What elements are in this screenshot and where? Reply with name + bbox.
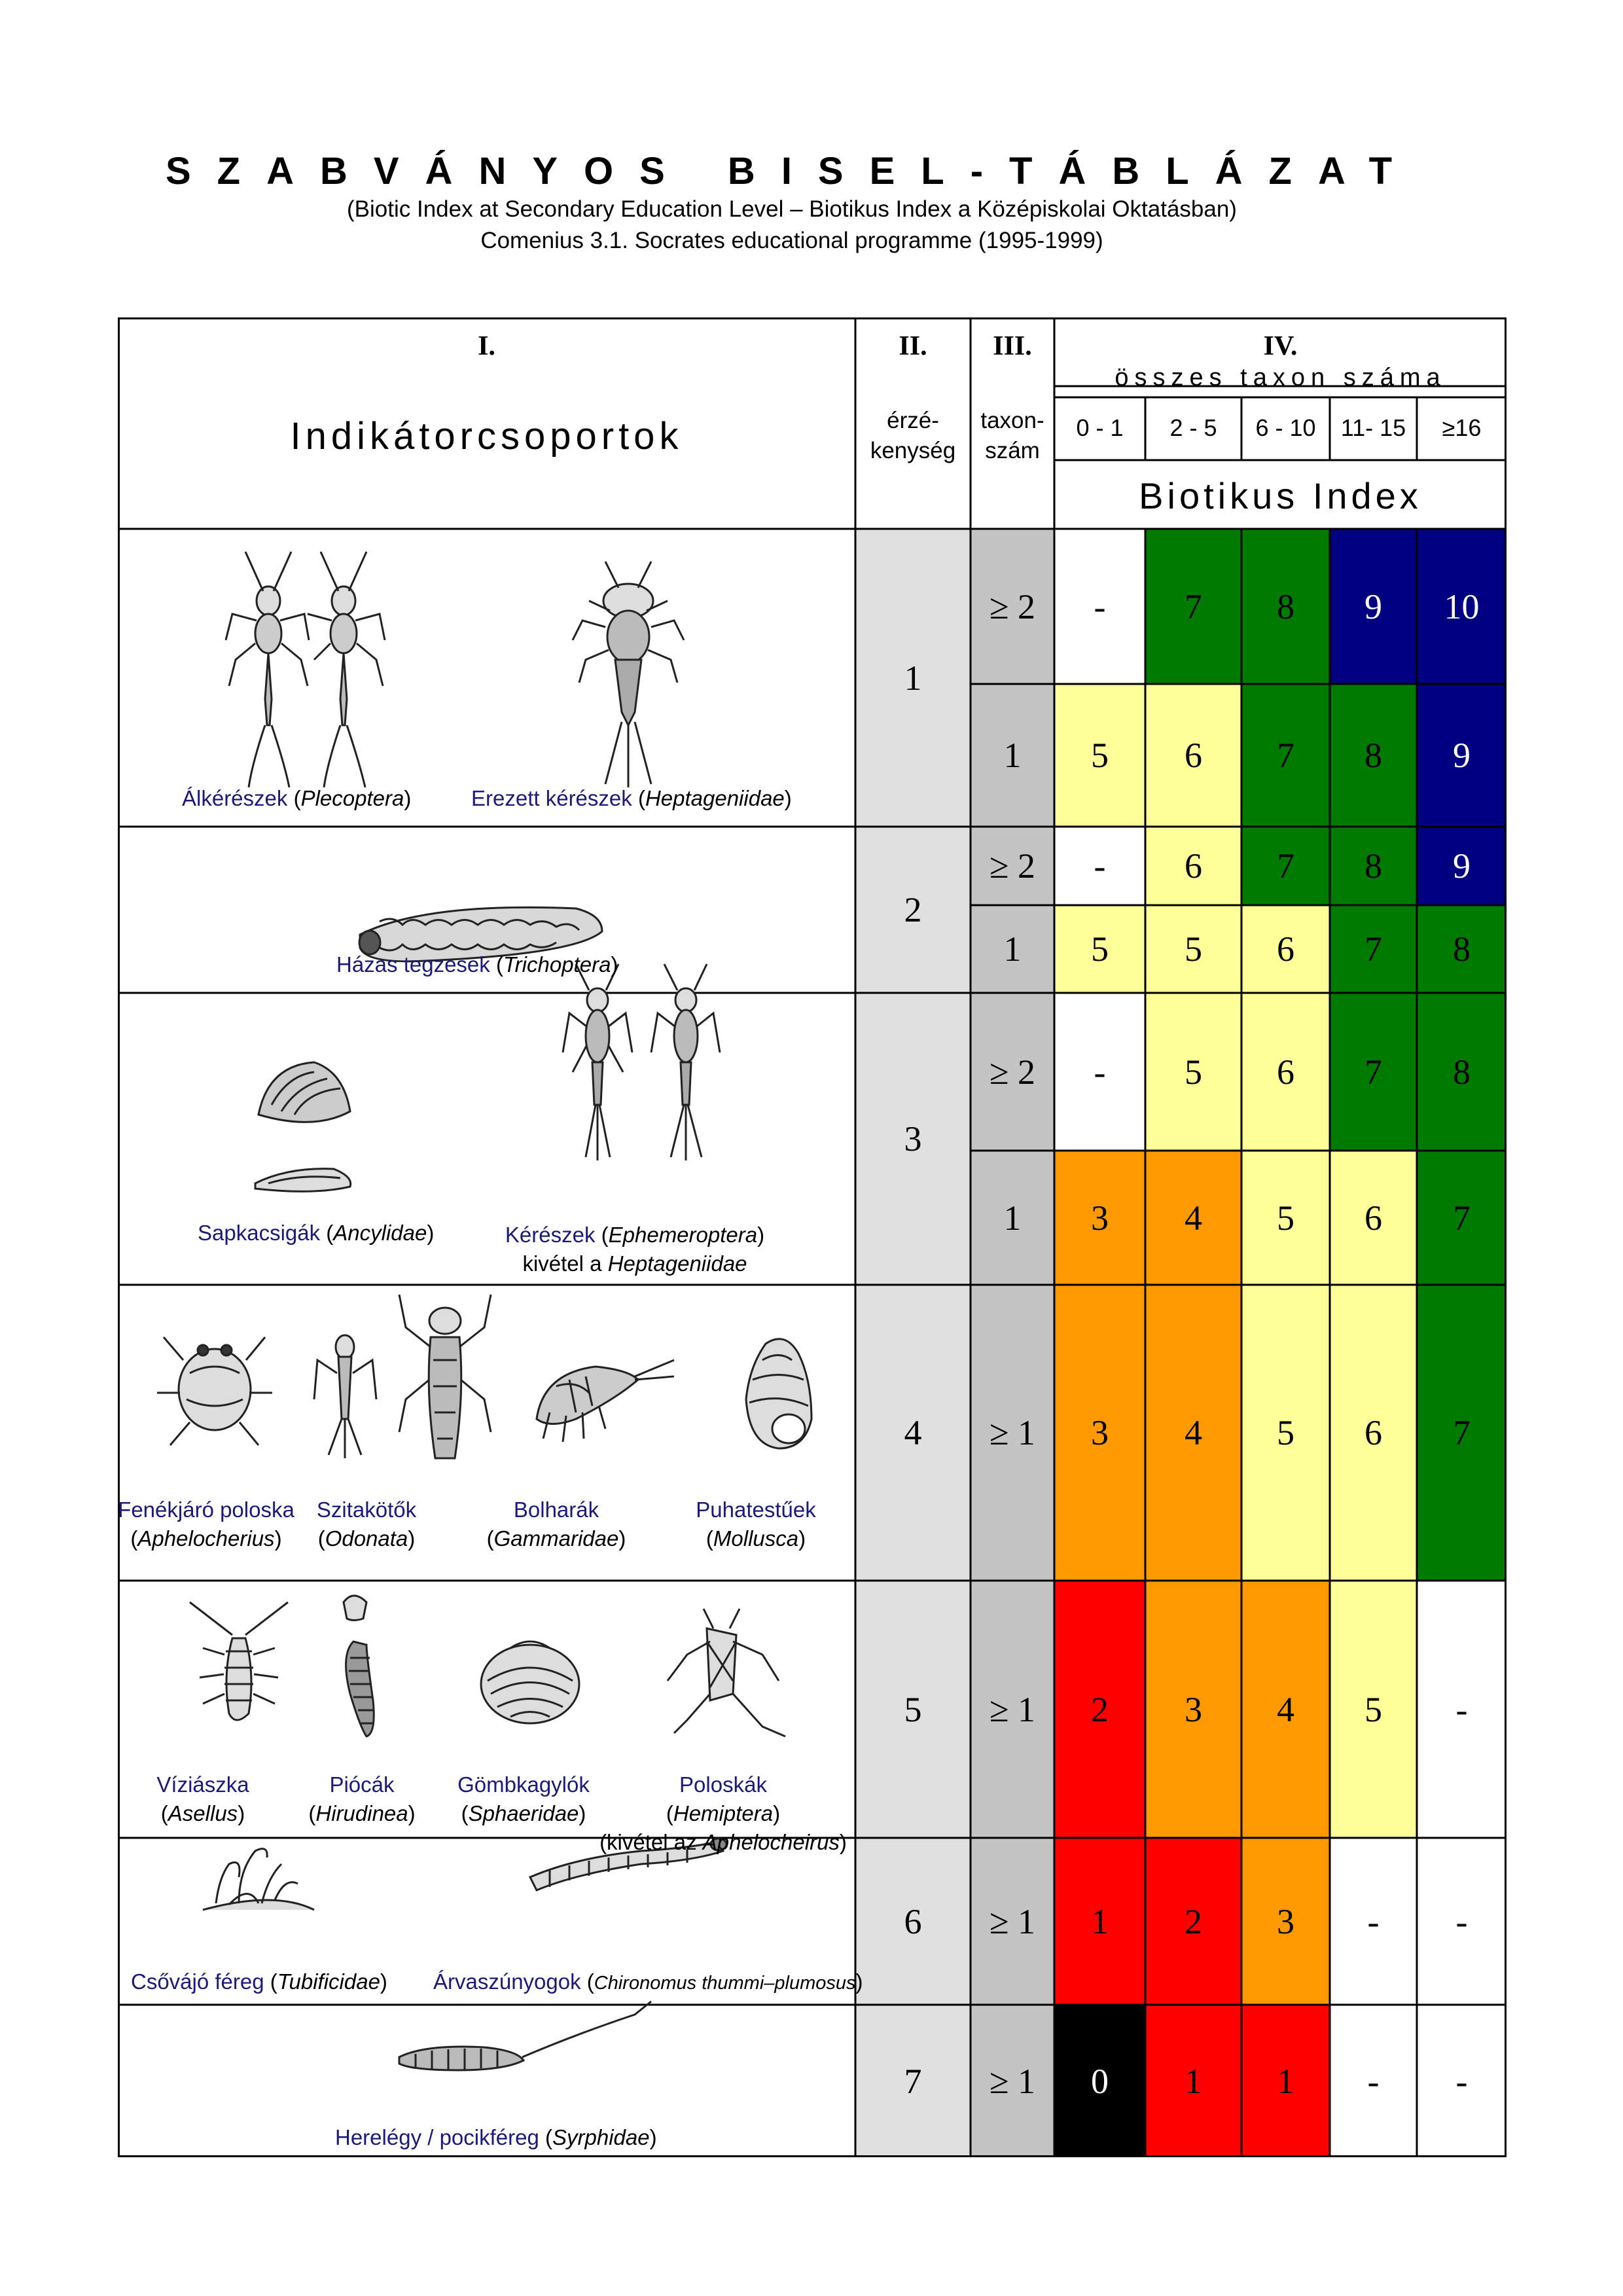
common-name: Fenékjáró poloska bbox=[118, 1498, 294, 1522]
biotic-index-label: Biotikus Index bbox=[1139, 475, 1422, 516]
biotic-index-value: 1 bbox=[1185, 2061, 1202, 2101]
biotic-index-value: 7 bbox=[1185, 586, 1202, 626]
latin-name: Syrphidae bbox=[552, 2125, 650, 2149]
sensitivity-value: 6 bbox=[904, 1901, 922, 1941]
taxon-count: 1 bbox=[1003, 1198, 1022, 1238]
biotic-index-value: 2 bbox=[1091, 1689, 1109, 1729]
sensitivity-value: 3 bbox=[904, 1119, 922, 1158]
exception-note: (kivétel az bbox=[599, 1830, 703, 1854]
common-name: Bolharák bbox=[513, 1498, 599, 1522]
common-name: Erezett kérészek bbox=[471, 786, 632, 810]
biotic-index-value: 3 bbox=[1277, 1901, 1294, 1941]
biotic-index-value: 1 bbox=[1277, 2061, 1294, 2101]
sensitivity-value: 1 bbox=[904, 658, 922, 698]
caption-hemiptera: Poloskák (Hemiptera) (kivétel az Aphelocheirus) bbox=[592, 1770, 854, 1857]
biotic-index-value: 8 bbox=[1277, 586, 1294, 626]
common-name: Herelégy / pocikféreg bbox=[335, 2125, 539, 2149]
biotic-index-value: 6 bbox=[1185, 846, 1202, 886]
biotic-index-value: 7 bbox=[1277, 846, 1294, 886]
biotic-index-value: 3 bbox=[1091, 1413, 1109, 1452]
caption-ancylidae: Sapkacsigák (Ancylidae) bbox=[198, 1221, 435, 1245]
snail-illustration bbox=[746, 1339, 812, 1448]
biotic-index-value: 5 bbox=[1364, 1689, 1382, 1729]
biotic-index-value: 5 bbox=[1277, 1198, 1294, 1238]
taxon-count: ≥ 1 bbox=[989, 1413, 1036, 1452]
col2-label-line2: kenység bbox=[870, 438, 956, 463]
col4-number: IV. bbox=[1263, 331, 1298, 361]
biotic-index-value: - bbox=[1367, 1901, 1380, 1941]
common-name: Víziászka bbox=[156, 1772, 249, 1797]
range-label: 11- 15 bbox=[1340, 414, 1406, 441]
common-name: Csővájó féreg bbox=[131, 1969, 264, 1994]
caption-gammaridae: Bolharák (Gammaridae) bbox=[484, 1496, 628, 1553]
biotic-index-value: 6 bbox=[1277, 929, 1294, 969]
biotic-index-value: 5 bbox=[1091, 929, 1109, 969]
sensitivity-value: 2 bbox=[904, 890, 922, 929]
latin-name: Chironomus thummi–plumosus bbox=[594, 1973, 856, 1994]
dragonfly-larva-illustration bbox=[314, 1295, 491, 1458]
range-label: 2 - 5 bbox=[1169, 414, 1217, 441]
biotic-index-value: 7 bbox=[1453, 1198, 1471, 1238]
latin-name: Hirudinea bbox=[315, 1801, 408, 1825]
taxon-count: ≥ 1 bbox=[989, 2061, 1036, 2101]
biotic-index-value: 9 bbox=[1364, 586, 1382, 626]
latin-name: Mollusca bbox=[713, 1526, 799, 1551]
heptageniid-mayfly-illustration bbox=[573, 562, 684, 787]
col2-label-line1: érzé- bbox=[887, 408, 939, 433]
sensitivity-value: 7 bbox=[904, 2061, 922, 2101]
latin-name: Hemiptera bbox=[673, 1801, 774, 1825]
common-name: Álkérészek bbox=[182, 786, 288, 810]
taxon-count: ≥ 2 bbox=[989, 846, 1036, 886]
caption-hirudinea: Piócák (Hirudinea) bbox=[303, 1770, 421, 1828]
latin-name: Gammaridae bbox=[493, 1526, 619, 1551]
caption-plecoptera: Álkérészek (Plecoptera) bbox=[182, 786, 412, 810]
biotic-index-value: 9 bbox=[1453, 736, 1471, 775]
biotic-index-value: 7 bbox=[1277, 736, 1294, 775]
exception-note: kivétel a bbox=[522, 1251, 608, 1276]
taxon-count: ≥ 2 bbox=[989, 1052, 1036, 1092]
caption-syrphidae: Herelégy / pocikféreg (Syrphidae) bbox=[335, 2125, 657, 2149]
biotic-index-value: 5 bbox=[1185, 1052, 1202, 1092]
biotic-index-value: - bbox=[1094, 1052, 1106, 1092]
col3-number: III. bbox=[993, 331, 1032, 361]
caption-tubificidae: Csővájó féreg (Tubificidae) bbox=[131, 1969, 387, 1994]
biotic-index-value: 6 bbox=[1185, 736, 1202, 775]
col3-label-line1: taxon- bbox=[980, 408, 1044, 433]
biotic-index-value: 6 bbox=[1277, 1052, 1294, 1092]
biotic-index-value: 8 bbox=[1364, 846, 1382, 886]
mayfly-illustration bbox=[563, 964, 720, 1160]
biotic-index-value: 6 bbox=[1364, 1198, 1382, 1238]
biotic-index-value: 1 bbox=[1091, 1901, 1109, 1941]
biotic-index-value: - bbox=[1455, 2061, 1468, 2101]
limpet-illustration bbox=[255, 1062, 351, 1191]
caption-odonata: Szitakötők (Odonata) bbox=[308, 1496, 425, 1553]
caption-trichoptera: Házas tegzesek (Trichoptera) bbox=[336, 952, 618, 977]
biotic-index-value: 3 bbox=[1185, 1689, 1202, 1729]
leech-illustration bbox=[344, 1596, 374, 1736]
taxon-count: 1 bbox=[1003, 929, 1022, 969]
latin-name: Ancylidae bbox=[333, 1221, 427, 1245]
biotic-index-value: - bbox=[1455, 1901, 1468, 1941]
biotic-index-value: 10 bbox=[1444, 586, 1480, 626]
latin-name: Trichoptera bbox=[503, 952, 611, 977]
range-label: 0 - 1 bbox=[1076, 414, 1124, 441]
col2-label bbox=[855, 406, 971, 466]
latin-name: Sphaeridae bbox=[468, 1801, 579, 1825]
caption-ephemeroptera: Kérészek (Ephemeroptera) kivétel a Heptageniidae bbox=[505, 1223, 765, 1276]
water-bug-illustration bbox=[668, 1609, 785, 1736]
col3-label-line2: szám bbox=[985, 438, 1040, 463]
biotic-index-value: 5 bbox=[1091, 736, 1109, 775]
col2-number: II. bbox=[899, 331, 927, 361]
illustrations bbox=[118, 529, 855, 2157]
common-name: Házas tegzesek bbox=[336, 952, 490, 977]
biotic-index-value: 4 bbox=[1185, 1413, 1202, 1452]
stonefly-illustration bbox=[226, 552, 385, 787]
exception-latin: Heptageniidae bbox=[607, 1251, 747, 1276]
biotic-index-value: 4 bbox=[1185, 1198, 1202, 1238]
subtitle-english: (Biotic Index at Secondary Education Level – Biotikus Index a Középiskolai Oktatásban) bbox=[347, 196, 1237, 222]
amphipod-illustration bbox=[537, 1360, 674, 1442]
biotic-index-value: 8 bbox=[1453, 929, 1471, 969]
range-label: 6 - 10 bbox=[1255, 414, 1316, 441]
latin-name: Aphelocherius bbox=[137, 1526, 275, 1551]
biotic-index-value: 9 bbox=[1453, 846, 1471, 886]
latin-name: Asellus bbox=[168, 1801, 238, 1825]
caption-heptageniidae: Erezett kérészek (Heptageniidae) bbox=[471, 786, 792, 810]
pea-clam-illustration bbox=[481, 1641, 579, 1723]
biotic-index-value: 7 bbox=[1364, 1052, 1382, 1092]
caption-sphaeridae: Gömbkagylók (Sphaeridae) bbox=[452, 1770, 596, 1828]
exception-latin: Aphelocheirus bbox=[702, 1830, 840, 1854]
common-name: Szitakötők bbox=[316, 1498, 417, 1522]
latin-name: Heptageniidae bbox=[645, 786, 785, 810]
page-title: SZABVÁNYOS BISEL-TÁBLÁZAT bbox=[165, 150, 1418, 192]
biotic-index-value: 4 bbox=[1277, 1689, 1294, 1729]
taxon-count: ≥ 2 bbox=[989, 586, 1036, 626]
taxon-count: ≥ 1 bbox=[989, 1901, 1036, 1941]
taxon-count: ≥ 1 bbox=[989, 1689, 1036, 1729]
latin-name: Tubificidae bbox=[277, 1969, 380, 1994]
common-name: Puhatestűek bbox=[696, 1498, 816, 1522]
rat-tailed-maggot-illustration bbox=[399, 2001, 651, 2070]
caption-asellus: Víziászka (Asellus) bbox=[144, 1770, 262, 1828]
biotic-index-value: 8 bbox=[1364, 736, 1382, 775]
col3-label bbox=[971, 406, 1054, 466]
latin-name: Odonata bbox=[325, 1526, 408, 1551]
tubifex-illustration bbox=[203, 1849, 314, 1910]
biotic-index-value: 0 bbox=[1091, 2061, 1109, 2101]
common-name: Sapkacsigák bbox=[198, 1221, 321, 1245]
caption-aphelocherius: Fenékjáró poloska (Aphelocherius) bbox=[118, 1496, 294, 1553]
common-name: Árvaszúnyogok bbox=[433, 1969, 581, 1994]
latin-name: Ephemeroptera bbox=[608, 1223, 758, 1247]
biotic-index-value: 3 bbox=[1091, 1198, 1109, 1238]
col4-label: összes taxon száma bbox=[1115, 364, 1446, 391]
biotic-index-value: 8 bbox=[1453, 1052, 1471, 1092]
biotic-index-value: - bbox=[1094, 586, 1106, 626]
col1-label: Indikátorcsoportok bbox=[290, 415, 683, 457]
biotic-index-value: 7 bbox=[1453, 1413, 1471, 1452]
common-name: Piócák bbox=[329, 1772, 395, 1797]
exception-note-end: ) bbox=[839, 1830, 847, 1854]
biotic-index-value: 7 bbox=[1364, 929, 1382, 969]
subtitle-programme: Comenius 3.1. Socrates educational programme (1995-1999) bbox=[480, 228, 1103, 253]
creeping-water-bug-illustration bbox=[157, 1337, 272, 1445]
biotic-index-value: - bbox=[1455, 1689, 1468, 1729]
biotic-index-value: 2 bbox=[1185, 1901, 1202, 1941]
range-label: ≥16 bbox=[1442, 414, 1482, 441]
bisel-table bbox=[118, 317, 1507, 2157]
biotic-index-value: 5 bbox=[1185, 929, 1202, 969]
common-name: Gömbkagylók bbox=[457, 1772, 590, 1797]
col1-number: I. bbox=[478, 331, 495, 361]
biotic-index-value: - bbox=[1367, 2061, 1380, 2101]
sensitivity-value: 4 bbox=[904, 1413, 922, 1452]
taxon-count: 1 bbox=[1003, 736, 1022, 775]
common-name: Poloskák bbox=[679, 1772, 767, 1797]
biotic-index-value: 6 bbox=[1364, 1413, 1382, 1452]
common-name: Kérészek bbox=[505, 1223, 596, 1247]
caption-mollusca: Puhatestűek (Mollusca) bbox=[687, 1496, 825, 1553]
caption-chironomus: Árvaszúnyogok (Chironomus thummi–plumosus) bbox=[433, 1969, 863, 1994]
latin-name: Plecoptera bbox=[300, 786, 404, 810]
sensitivity-value: 5 bbox=[904, 1689, 922, 1729]
water-louse-illustration bbox=[190, 1602, 288, 1720]
biotic-index-value: - bbox=[1094, 846, 1106, 886]
biotic-index-value: 5 bbox=[1277, 1413, 1294, 1452]
